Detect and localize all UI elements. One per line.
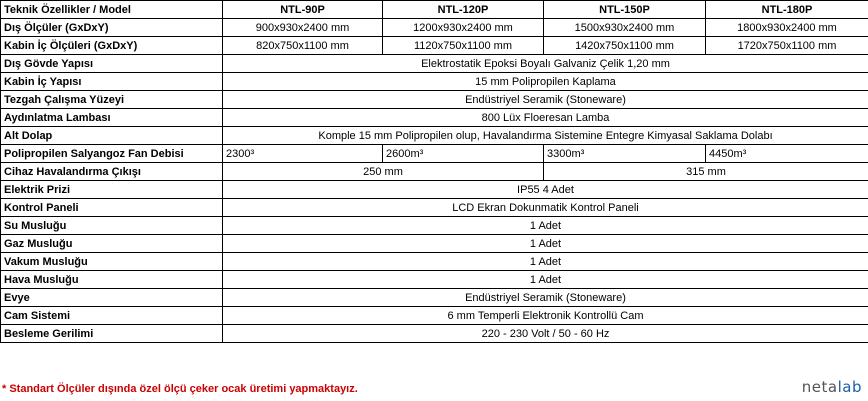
row-kabin-olculer (1, 37, 868, 55)
model-header: NTL-180P (706, 1, 868, 19)
netalab-logo (802, 378, 862, 396)
model-header: NTL-120P (383, 1, 544, 19)
cell-value: 1 Adet (223, 271, 868, 289)
cell-value: 1500x930x2400 mm (544, 19, 706, 37)
row-evye (1, 289, 868, 307)
cell-value: 1800x930x2400 mm (706, 19, 868, 37)
cell-value: 1200x930x2400 mm (383, 19, 544, 37)
cell-value: 1120x750x1100 mm (383, 37, 544, 55)
cell-value: 250 mm (223, 163, 544, 181)
model-header: NTL-90P (223, 1, 383, 19)
cell-value: 1720x750x1100 mm (706, 37, 868, 55)
cell-value: 2300³ (223, 145, 383, 163)
cell-value: Komple 15 mm Polipropilen olup, Havalandırma Sistemine Entegre Kimyasal Saklama Dolabı (223, 127, 868, 145)
cell-value: 315 mm (544, 163, 868, 181)
row-label: Aydınlatma Lambası (1, 109, 223, 127)
model-header: NTL-150P (544, 1, 706, 19)
row-gaz (1, 235, 868, 253)
row-fan (1, 145, 868, 163)
cell-value: 800 Lüx Floeresan Lamba (223, 109, 868, 127)
table-title: Teknik Özellikler / Model (1, 1, 223, 19)
cell-value: 220 - 230 Volt / 50 - 60 Hz (223, 325, 868, 343)
row-label: Evye (1, 289, 223, 307)
row-label: Alt Dolap (1, 127, 223, 145)
row-label: Kabin İç Ölçüleri (GxDxY) (1, 37, 223, 55)
cell-value: LCD Ekran Dokunmatik Kontrol Paneli (223, 199, 868, 217)
cell-value: 4450m³ (706, 145, 868, 163)
row-label: Kontrol Paneli (1, 199, 223, 217)
row-label: Cihaz Havalandırma Çıkışı (1, 163, 223, 181)
row-vakum (1, 253, 868, 271)
cell-value: 2600m³ (383, 145, 544, 163)
cell-value: 1420x750x1100 mm (544, 37, 706, 55)
row-label: Gaz Musluğu (1, 235, 223, 253)
row-besleme (1, 325, 868, 343)
cell-value: 820x750x1100 mm (223, 37, 383, 55)
row-label: Vakum Musluğu (1, 253, 223, 271)
logo-part-neta: neta (801, 378, 838, 396)
row-cam (1, 307, 868, 325)
cell-value: 6 mm Temperli Elektronik Kontrollü Cam (223, 307, 868, 325)
cell-value: 15 mm Polipropilen Kaplama (223, 73, 868, 91)
row-havalandirma (1, 163, 868, 181)
cell-value: 3300m³ (544, 145, 706, 163)
row-dis-olculer (1, 19, 868, 37)
cell-value: 900x930x2400 mm (223, 19, 383, 37)
cell-value: 1 Adet (223, 235, 868, 253)
row-aydinlatma (1, 109, 868, 127)
footnote: * Standart Ölçüler dışında özel ölçü çeker ocak üretimi yapmaktayız. (2, 383, 358, 395)
cell-value: Elektrostatik Epoksi Boyalı Galvaniz Çelik 1,20 mm (223, 55, 868, 73)
row-alt-dolap (1, 127, 868, 145)
cell-value: IP55 4 Adet (223, 181, 868, 199)
logo-part-lab: lab (837, 378, 862, 396)
row-elektrik (1, 181, 868, 199)
row-su (1, 217, 868, 235)
row-label: Su Musluğu (1, 217, 223, 235)
row-label: Dış Ölçüler (GxDxY) (1, 19, 223, 37)
row-label: Elektrik Prizi (1, 181, 223, 199)
row-hava (1, 271, 868, 289)
cell-value: 1 Adet (223, 253, 868, 271)
cell-value: 1 Adet (223, 217, 868, 235)
row-label: Dış Gövde Yapısı (1, 55, 223, 73)
row-label: Kabin İç Yapısı (1, 73, 223, 91)
row-dis-govde (1, 55, 868, 73)
header-row (1, 1, 868, 19)
row-label: Besleme Gerilimi (1, 325, 223, 343)
row-tezgah (1, 91, 868, 109)
row-label: Cam Sistemi (1, 307, 223, 325)
row-label: Polipropilen Salyangoz Fan Debisi (1, 145, 223, 163)
cell-value: Endüstriyel Seramik (Stoneware) (223, 289, 868, 307)
row-kabin-yapi (1, 73, 868, 91)
row-label: Tezgah Çalışma Yüzeyi (1, 91, 223, 109)
row-kontrol (1, 199, 868, 217)
cell-value: Endüstriyel Seramik (Stoneware) (223, 91, 868, 109)
row-label: Hava Musluğu (1, 271, 223, 289)
